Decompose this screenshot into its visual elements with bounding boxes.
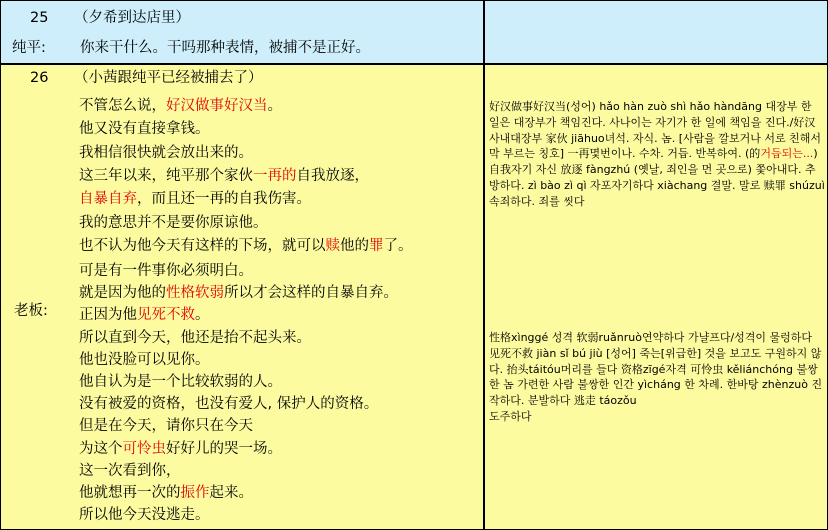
row25-number: 25 [30,10,49,26]
line-text: 。 [195,307,210,324]
row25-speaker: 纯平: [12,40,46,56]
row26-stage-direction: （小茜跟纯平已经被捕去了） [74,70,263,86]
highlighted-phrase: 自暴自弃 [79,191,137,208]
note-text: 性格xìnggé 성격 软弱ruǎnruò연약하다 가냘프다/성격이 물렁하다 见死不救 jiàn sǐ bú jiù [성어] 죽는[위급한] 것을 보고도 구원하지 않다. 抬头táitóu머리를 들다 资格zīgé자격 可怜虫 kěliánchóng 불쌍한 놈 가련한 사람 불쌍한 인간 yìcháng 한 차례. 한바탕 zhènzuò 진작하다. 분발하다 逃走 táozǒu [489,331,823,408]
highlighted-phrase: 可怜虫 [122,440,166,457]
dialogue-line [79,484,253,503]
line-text: 就是因为他的 [79,285,166,302]
dialogue-line [79,395,378,414]
line-text: 他也没脸可以见你。 [79,351,210,368]
dialogue-line [79,373,282,392]
column-divider [483,0,485,530]
note-text: 好汉做事好汉当(성어) hǎo hàn zuò shì hǎo hàndāng 대장부 한 일은 대장부가 책임진다. 사나이는 자기가 한 일에 책임을 진다./好汉사내대장부 家伙 jiāhuo녀석. 자식. 놈. [사람을 깔보거나 서로 친해서 막 부르는 칭호] 一再몇번이나. 수차. 거듭. 반복하여. (的 [489,100,822,161]
line-text: 没有被爱的资格，也没有爱人, 保护人的资格。 [79,396,379,413]
dialogue-line [79,417,253,436]
highlighted-phrase: 振作 [180,485,210,501]
note-text: 거듭되는... [760,147,814,161]
dialogue-line [79,306,210,325]
line-text: 我的意思并不是要你原谅他。 [79,214,268,231]
line-text: 但是在今天，请你只在今天 [79,418,253,435]
highlighted-phrase: 见死不救 [137,307,195,324]
dialogue-line [79,351,210,370]
line-text: ，而且还一再的自我伤害。 [137,191,311,208]
line-text: 他就想再一次的 [79,485,181,501]
highlighted-phrase: 好汉做事好汉当 [166,98,268,114]
dialogue-line [79,440,282,459]
line-text: 自我放逐， [296,167,369,184]
dialogue-line [79,190,311,209]
row26-number: 26 [30,70,49,86]
dialogue-line [79,462,181,481]
line-text: 他又没有直接拿钱。 [79,121,210,138]
row25-stage-direction: （夕希到达店里） [74,10,190,26]
dialogue-line [79,284,398,303]
row25-note-cell [485,1,827,63]
dialogue-line [79,214,268,233]
line-text: 起来。 [209,485,253,501]
line-text: 他自认为是一个比较软弱的人。 [79,374,282,390]
line-text: 这一次看到你， [79,462,181,479]
border-top [0,0,828,1]
line-text: 我相信很快就会放出来的。 [79,144,253,161]
line-text: 所以他今天没逃走。 [79,507,210,524]
line-text: 了。 [383,237,413,254]
dialogue-line [79,237,413,256]
row-divider [0,63,828,65]
dialogue-line [79,262,253,281]
line-text: 可是有一件事你必须明白。 [79,263,253,279]
highlighted-phrase: 罪 [369,237,384,254]
border-left [0,0,1,530]
highlighted-phrase: 赎 [325,237,340,254]
vocabulary-note-1 [489,99,825,210]
highlighted-phrase: 性格软弱 [166,285,224,302]
line-text: 正因为他 [79,307,137,324]
dialogue-line [79,97,282,116]
dialogue-line [79,329,311,348]
line-text: 这三年以来，纯平那个家伙 [79,167,253,184]
line-text: 不管怎么说， [79,98,166,114]
line-text: 。 [267,98,282,114]
dialogue-line [79,167,369,186]
highlighted-phrase: 一再的 [253,167,297,184]
line-text: 为这个 [79,440,123,457]
dialogue-line [79,120,210,139]
vocabulary-note-2 [489,330,825,425]
dialogue-line [79,506,210,525]
line-text: 他的 [340,237,369,254]
line-text: 好好儿的哭一场。 [166,440,282,457]
note-text: 도주하다 [489,409,532,423]
line-text: 所以才会这样的自暴自弃。 [224,285,398,302]
row26-speaker: 老板: [14,303,48,319]
dialogue-line [79,144,253,163]
note-text: ) 自我자기 자신 放逐 fàngzhú (옛날, 죄인을 먼 곳으로) 쫓아내다. 추방하다. zì bào zì qì 자포자기하다 xiàchang 결말. 말로 赎罪 shúzuì 속죄하다. 죄를 씻다 [489,147,825,208]
row25-line: 你来干什么。干吗那种表情，被捕不是正好。 [80,40,370,56]
line-text: 所以直到今天，他还是抬不起头来。 [79,329,311,346]
line-text: 也不认为他今天有这样的下场，就可以 [79,237,326,254]
